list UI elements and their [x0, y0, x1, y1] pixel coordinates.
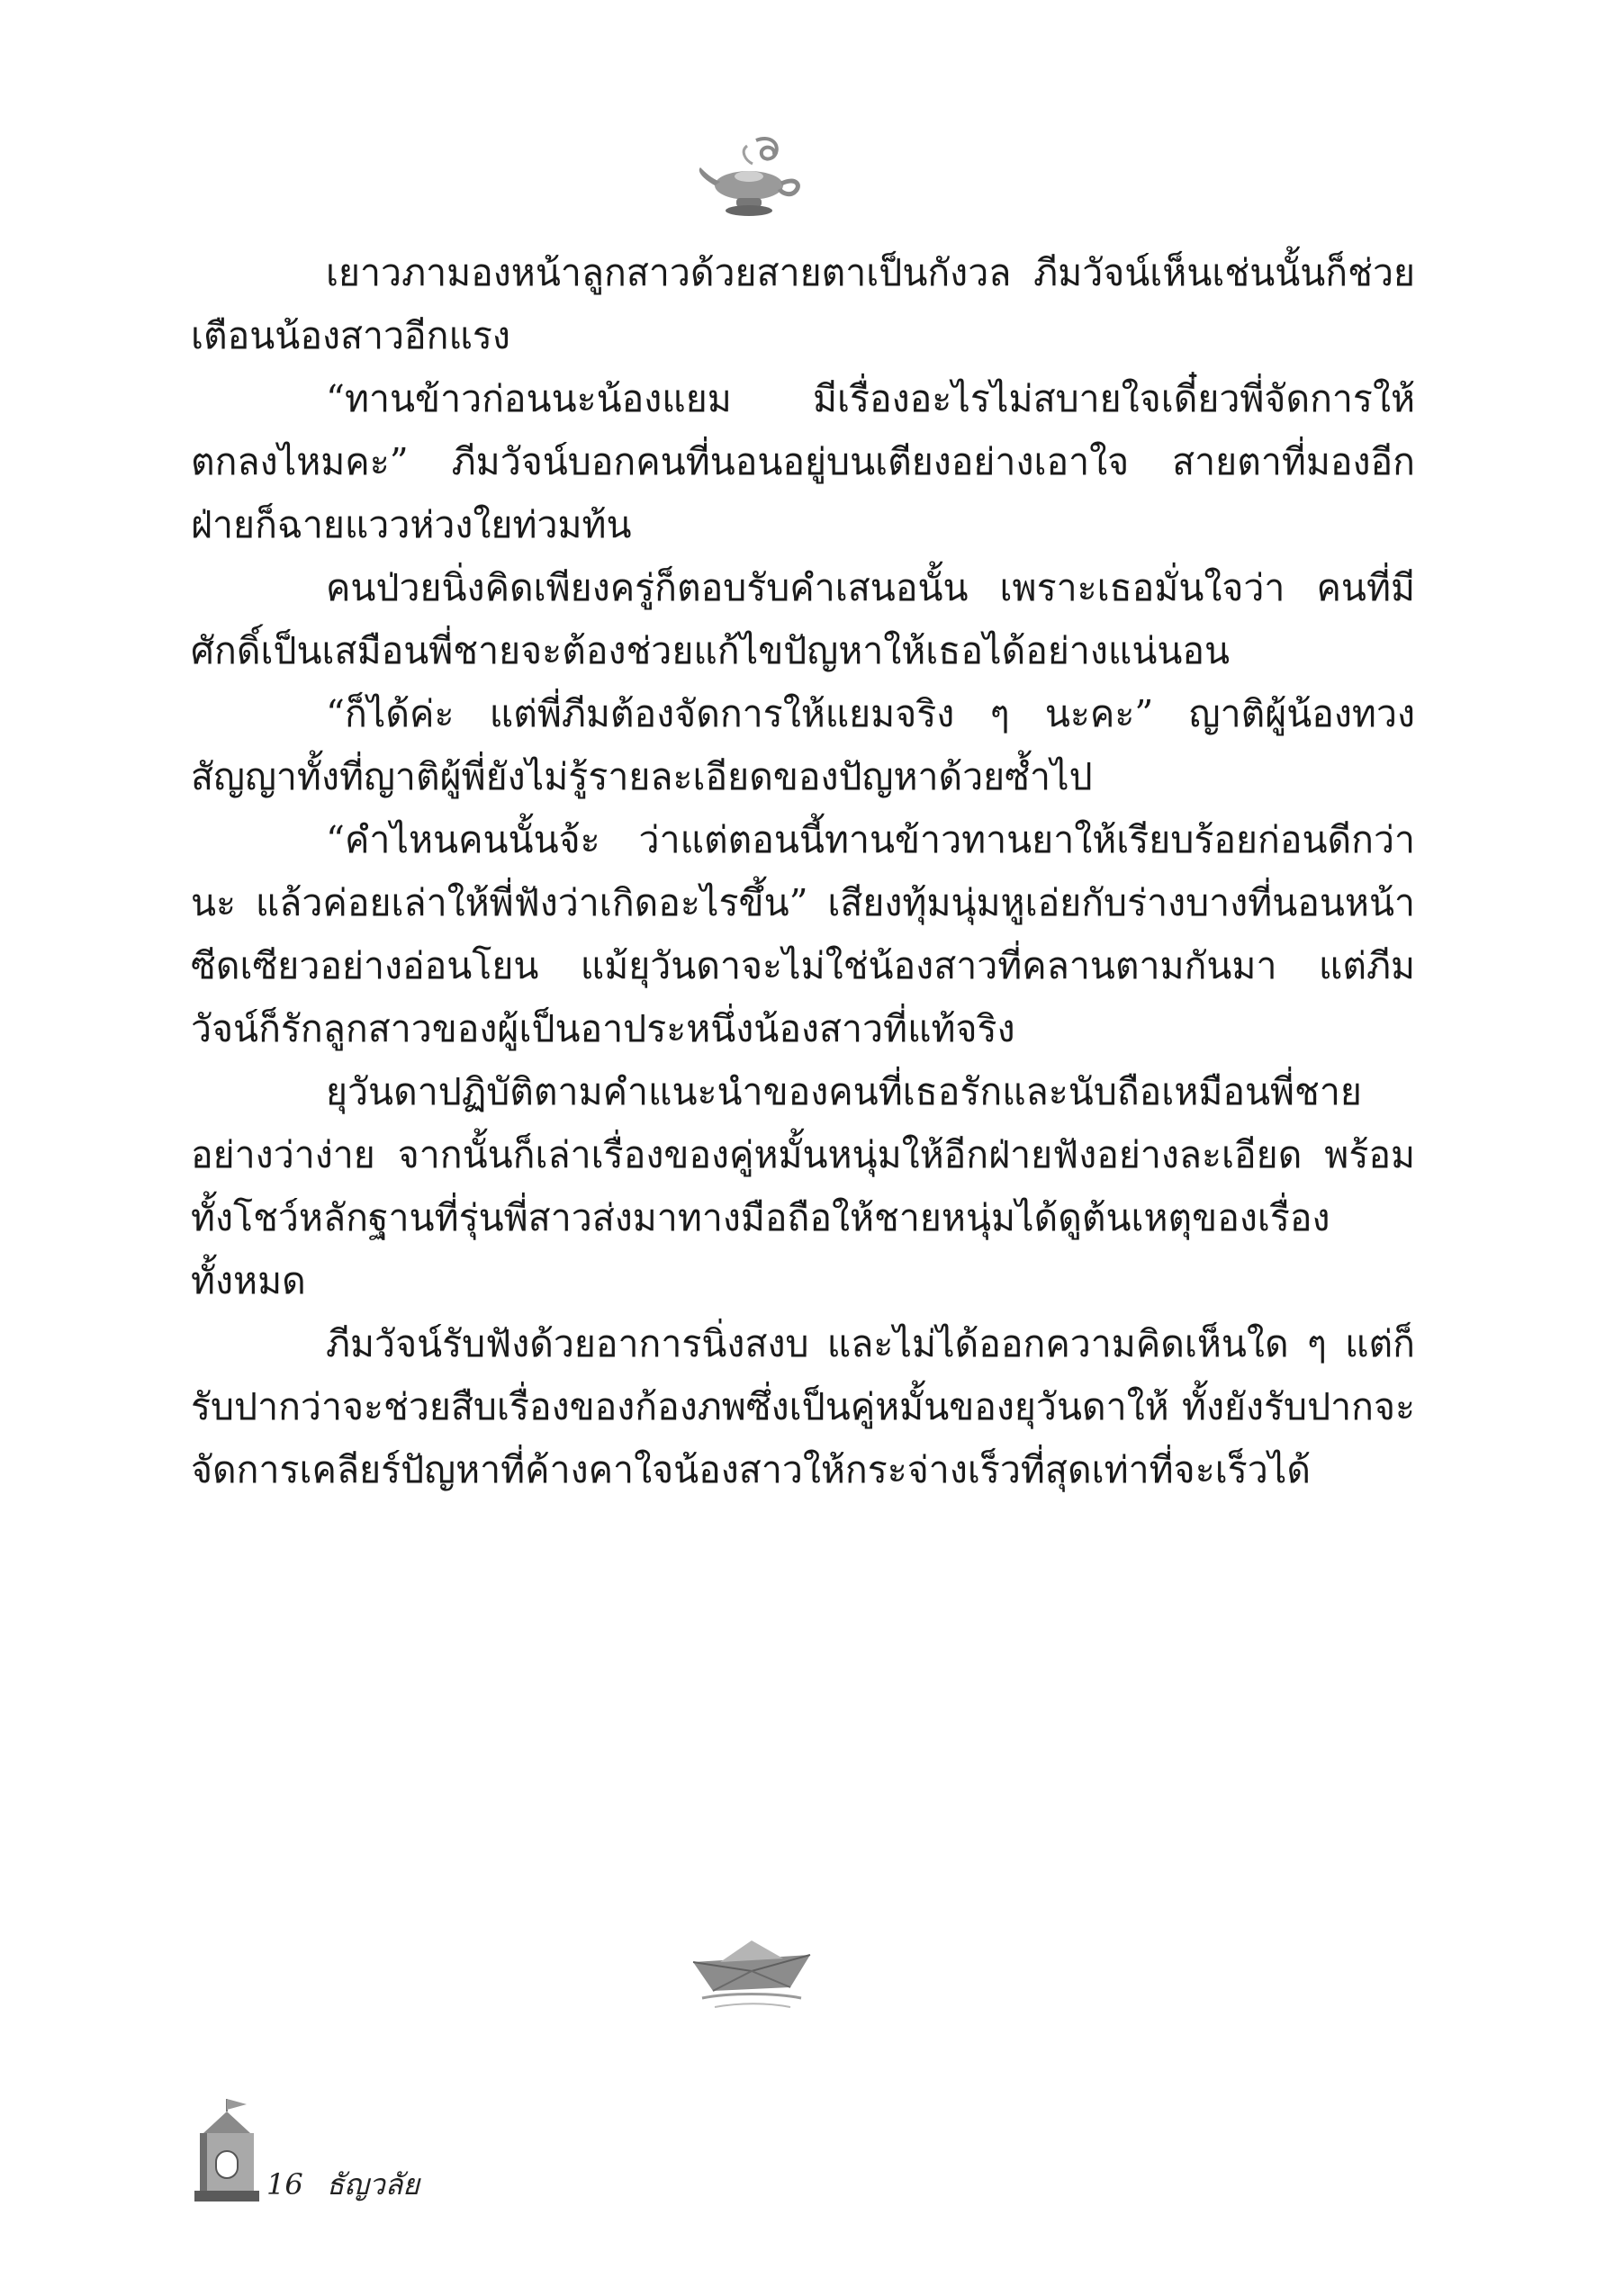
page-footer [266, 2162, 434, 2208]
paragraph: “คำไหนคนนั้นจ้ะ ว่าแต่ตอนนี้ทานข้าวทานยาให้เรียบร้อยก่อนดีกว่านะ แล้วค่อยเล่าให้พี่ฟังว่าเกิดอะไรขึ้น” เสียงทุ้มนุ่มหูเอ่ยกับร่างบางที่นอนหน้าซีดเซียวอย่างอ่อนโยน แม้ยุวันดาจะไม่ใช่น้องสาวที่คลานตามกันมา แต่ภีมวัจน์ก็รักลูกสาวของผู้เป็นอาประหนึ่งน้องสาวที่แท้จริง [191, 818, 1415, 1050]
body-text [191, 241, 1415, 1501]
paragraph: ภีมวัจน์รับฟังด้วยอาการนิ่งสงบ และไม่ได้ออกความคิดเห็นใด ๆ แต่ก็รับปากว่าจะช่วยสืบเรื่องของก้องภพซึ่งเป็นคู่หมั้นของยุวันดาให้ ทั้งยังรับปากจะจัดการเคลียร์ปัญหาที่ค้างคาใจน้องสาวให้กระจ่างเร็วที่สุดเท่าที่จะเร็วได้ [191, 1322, 1415, 1491]
page-number: 16 [266, 2167, 303, 2201]
genie-lamp-icon [693, 133, 810, 219]
paper-boat-icon [684, 1935, 819, 2016]
paragraph: เยาวภามองหน้าลูกสาวด้วยสายตาเป็นกังวล ภีมวัจน์เห็นเช่นนั้นก็ช่วยเตือนน้องสาวอีกแรง [191, 251, 1415, 357]
paragraph: คนป่วยนิ่งคิดเพียงครู่ก็ตอบรับคำเสนอนั้น เพราะเธอมั่นใจว่า คนที่มีศักดิ์เป็นเสมือนพี่ชายจะต้องช่วยแก้ไขปัญหาให้เธอได้อย่างแน่นอน [191, 566, 1415, 672]
paragraph: “ทานข้าวก่อนนะน้องแยม มีเรื่องอะไรไม่สบายใจเดี๋ยวพี่จัดการให้ ตกลงไหมคะ” ภีมวัจน์บอกคนที่นอนอยู่บนเตียงอย่างเอาใจ สายตาที่มองอีกฝ่ายก็ฉายแววห่วงใยท่วมท้น [191, 377, 1415, 546]
paragraph: ยุวันดาปฏิบัติตามคำแนะนำของคนที่เธอรักและนับถือเหมือนพี่ชายอย่างว่าง่าย จากนั้นก็เล่าเรื่องของคู่หมั้นหนุ่มให้อีกฝ่ายฟังอย่างละเอียด พร้อมทั้งโชว์หลักฐานที่รุ่นพี่สาวส่งมาทางมือถือให้ชายหนุ่มได้ดูต้นเหตุของเรื่องทั้งหมด [191, 1070, 1415, 1302]
castle-icon [191, 2097, 263, 2205]
paragraph: “ก็ได้ค่ะ แต่พี่ภีมต้องจัดการให้แยมจริง ๆ นะคะ” ญาติผู้น้องทวงสัญญาทั้งที่ญาติผู้พี่ยังไม่รู้รายละเอียดของปัญหาด้วยซ้ำไป [191, 692, 1415, 798]
book-title: ธัญวลัย [326, 2167, 420, 2201]
